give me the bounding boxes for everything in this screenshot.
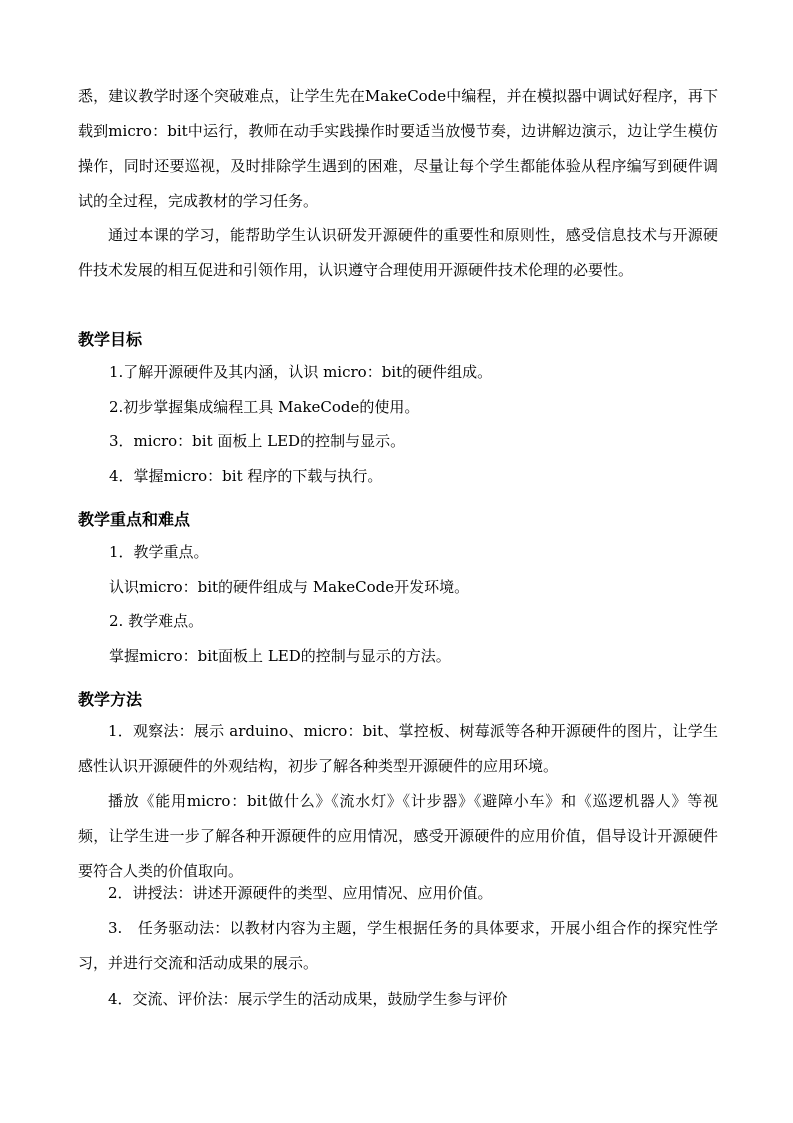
method-observation-paragraph: 1．观察法：展示 arduino、micro：bit、掌控板、树莓派等各种开源硬件的图片，让学生感性认识开源硬件的外观结构，初步了解各种类型开源硬件的应用环境。 [78, 722, 718, 775]
method-video-paragraph: 播放《能用micro：bit做什么》《流水灯》《计步器》《避障小车》和《巡逻机器人》等视频，让学生进一步了解各种开源硬件的应用情况，感受开源硬件的应用价值，倡导设计开源硬件要符合人类的价值取向。 [78, 792, 718, 880]
intro-goal-paragraph: 通过本课的学习，能帮助学生认识研发开源硬件的重要性和原则性，感受信息技术与开源硬件技术发展的相互促进和引领作用，认识遵守合理使用开源硬件技术伦理的必要性。 [78, 226, 718, 279]
objective-item-4: 4．掌握micro：bit 程序的下载与执行。 [109, 467, 383, 485]
objective-item-2: 2.初步掌握集成编程工具 MakeCode的使用。 [109, 398, 420, 416]
key-points-heading: 教学重点和难点 [78, 510, 191, 529]
intro-continued-paragraph: 悉，建议教学时逐个突破难点，让学生先在MakeCode中编程，并在模拟器中调试好程序，再下载到micro：bit中运行，教师在动手实践操作时要适当放慢节奏，边讲解边演示，边让学生模仿操作，同时还要巡视，及时排除学生遇到的困难，尽量让每个学生都能体验从程序编写到硬件调试的全过程，完成教材的学习任务。 [78, 87, 718, 210]
method-lecture-paragraph: 2．讲授法：讲述开源硬件的类型、应用情况、应用价值。 [108, 884, 493, 902]
objectives-heading: 教学目标 [78, 330, 143, 349]
methods-heading: 教学方法 [78, 690, 143, 709]
objective-item-3: 3．micro：bit 面板上 LED的控制与显示。 [109, 432, 406, 450]
method-task-paragraph: 3. 任务驱动法：以教材内容为主题，学生根据任务的具体要求，开展小组合作的探究性学习，并进行交流和活动成果的展示。 [78, 919, 718, 972]
key-point-item-1: 1．教学重点。 [109, 543, 209, 561]
key-point-item-2: 认识micro：bit的硬件组成与 MakeCode开发环境。 [109, 578, 470, 596]
key-point-item-4: 掌握micro：bit面板上 LED的控制与显示的方法。 [109, 647, 451, 665]
objective-item-1: 1.了解开源硬件及其内涵，认识 micro：bit的硬件组成。 [109, 363, 493, 381]
key-point-item-3: 2. 教学难点。 [109, 612, 204, 630]
method-evaluation-paragraph: 4．交流、评价法：展示学生的活动成果，鼓励学生参与评价 [108, 990, 508, 1008]
